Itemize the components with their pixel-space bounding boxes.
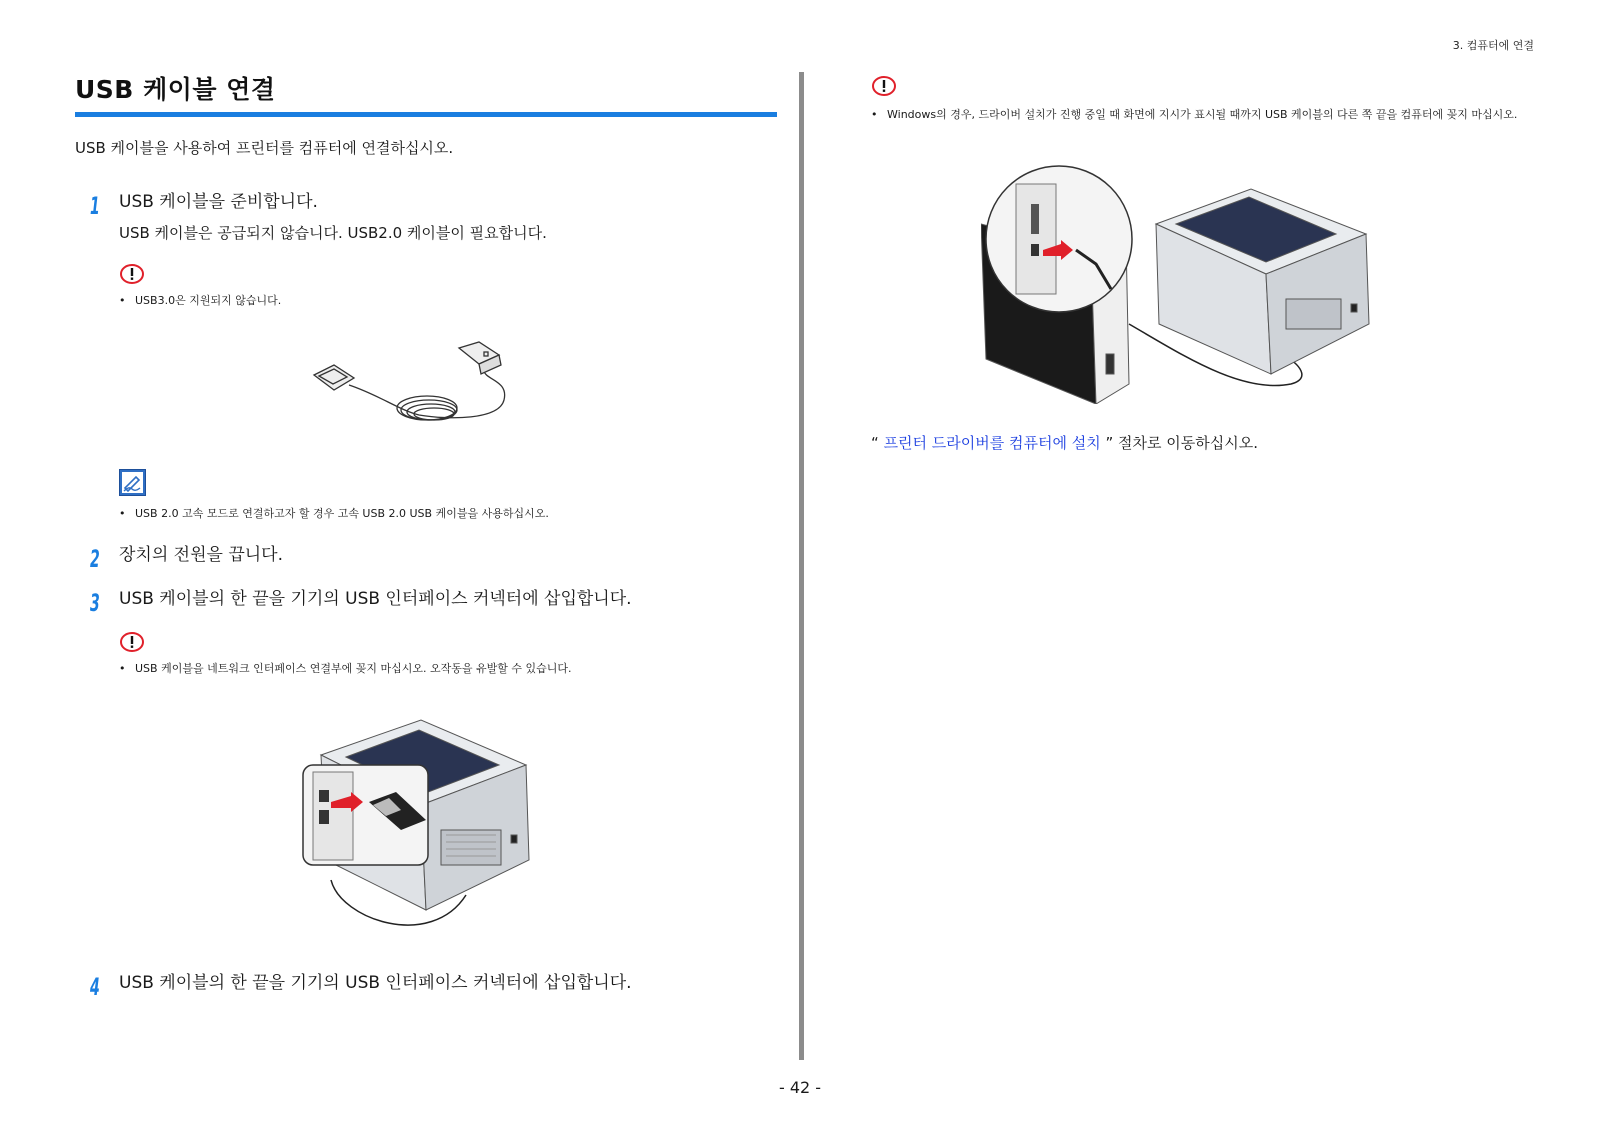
quote-open: “ bbox=[871, 434, 879, 452]
caution-text: • USB 케이블을 네트워크 인터페이스 연결부에 꽂지 마십시오. 오작동을 유발할 수 있습니다. bbox=[119, 661, 777, 676]
caution-icon bbox=[119, 263, 145, 285]
column-divider bbox=[799, 72, 804, 1060]
step-text: USB 케이블을 준비합니다. bbox=[119, 192, 318, 212]
step-3 bbox=[75, 587, 777, 945]
step-text: 장치의 전원을 끕니다. bbox=[119, 545, 284, 565]
step-text: USB 케이블의 한 끝을 기기의 USB 인터페이스 커넥터에 삽입합니다. bbox=[119, 589, 632, 609]
step-text: USB 케이블의 한 끝을 기기의 USB 인터페이스 커넥터에 삽입합니다. bbox=[119, 973, 632, 993]
caution-icon bbox=[119, 631, 145, 653]
usb-cable-illustration bbox=[309, 340, 519, 435]
step-number: 3 bbox=[90, 589, 100, 617]
step-number: 2 bbox=[90, 545, 100, 573]
step-subtext: USB 케이블은 공급되지 않습니다. USB2.0 케이블이 필요합니다. bbox=[119, 224, 547, 242]
caution-block bbox=[119, 631, 777, 676]
left-column bbox=[75, 70, 777, 1001]
note-text: • USB 2.0 고속 모드로 연결하고자 할 경우 고속 USB 2.0 USB 케이블을 사용하십시오. bbox=[119, 506, 777, 521]
intro-text: USB 케이블을 사용하여 프린터를 컴퓨터에 연결하십시오. bbox=[75, 139, 454, 157]
page-title: USB 케이블 연결 bbox=[75, 70, 777, 117]
page-number: - 42 - bbox=[778, 1078, 822, 1097]
step-4 bbox=[75, 971, 777, 1001]
note-block bbox=[119, 469, 777, 521]
caution-block bbox=[871, 75, 1535, 122]
step-number: 4 bbox=[90, 973, 100, 1001]
step-1 bbox=[75, 190, 777, 521]
goto-rest-text: ” 절차로 이동하십시오. bbox=[1105, 434, 1259, 452]
caution-text: • USB3.0은 지원되지 않습니다. bbox=[119, 293, 777, 308]
printer-computer-connection-illustration bbox=[981, 164, 1371, 404]
install-driver-link[interactable]: 프린터 드라이버를 컴퓨터에 설치 bbox=[883, 434, 1101, 452]
right-column bbox=[871, 75, 1535, 453]
printer-usb-connect-illustration bbox=[301, 710, 541, 945]
caution-text: • Windows의 경우, 드라이버 설치가 진행 중일 때 화면에 지시가 표시될 때까지 USB 케이블의 다른 쪽 끝을 컴퓨터에 꽂지 마십시오. bbox=[871, 107, 1535, 122]
caution-block bbox=[119, 263, 777, 308]
pencil-note-icon bbox=[119, 469, 146, 496]
chapter-header: 3. 컴퓨터에 연결 bbox=[1452, 39, 1534, 52]
caution-icon bbox=[871, 75, 897, 97]
step-number: 1 bbox=[90, 192, 100, 220]
step-2 bbox=[75, 543, 777, 573]
goto-instruction bbox=[871, 432, 1535, 453]
